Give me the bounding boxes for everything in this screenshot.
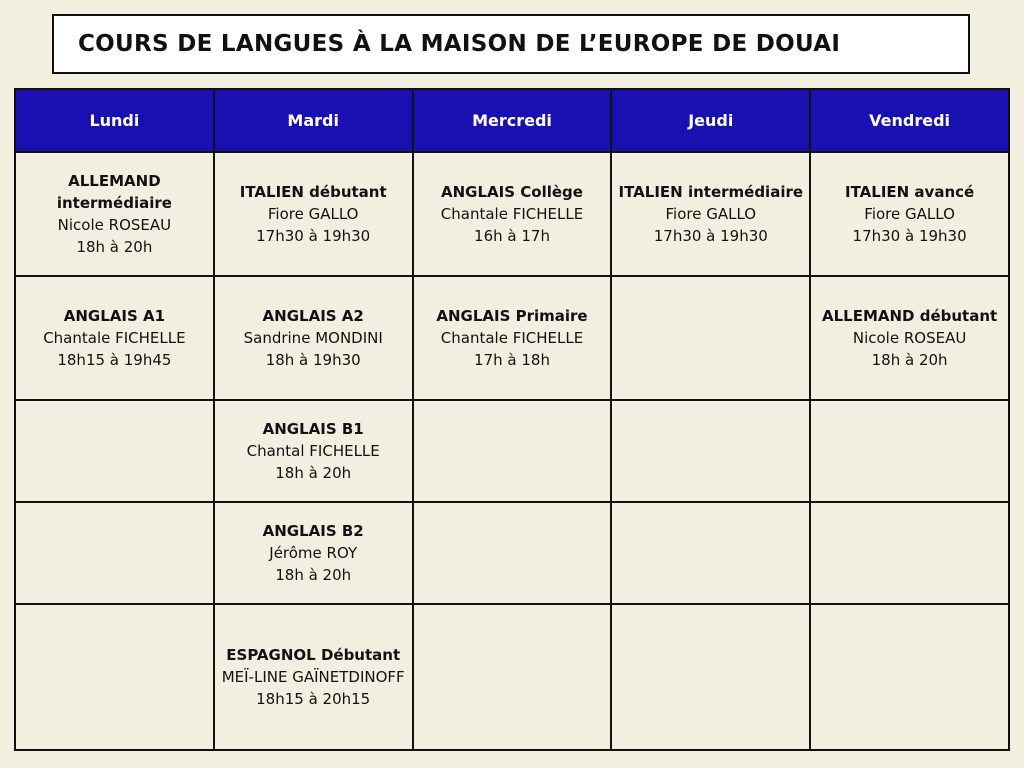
course-time: 17h à 18h: [474, 351, 550, 369]
teacher-name: Nicole ROSEAU: [852, 329, 967, 347]
course-name: ANGLAIS B2: [262, 522, 364, 540]
day-header-wednesday: Mercredi: [413, 89, 612, 152]
course-name: ITALIEN débutant: [239, 183, 387, 201]
course-name: ALLEMAND débutant: [821, 307, 998, 325]
table-row: [15, 400, 1009, 502]
teacher-name: Chantal FICHELLE: [246, 442, 380, 460]
teacher-name: Fiore GALLO: [665, 205, 757, 223]
course-name: ITALIEN intermédiaire: [618, 183, 804, 201]
header-row: [15, 89, 1009, 152]
empty-cell: [413, 400, 612, 502]
day-header-friday: Vendredi: [810, 89, 1009, 152]
day-header-tuesday: Mardi: [214, 89, 413, 152]
course-time: 18h à 19h30: [265, 351, 361, 369]
table-cell: [611, 152, 810, 276]
course-time: 18h15 à 19h45: [57, 351, 172, 369]
table-cell: [413, 276, 612, 400]
empty-cell: [413, 604, 612, 750]
day-header-thursday: Jeudi: [611, 89, 810, 152]
teacher-name: Jérôme ROY: [269, 544, 358, 562]
table-cell: [413, 152, 612, 276]
table-cell: [15, 276, 214, 400]
course-time: 18h à 20h: [275, 464, 352, 482]
course-time: 18h à 20h: [871, 351, 948, 369]
course-name: ESPAGNOL Débutant: [226, 646, 401, 664]
course-name: ANGLAIS A2: [262, 307, 364, 325]
teacher-name: Chantale FICHELLE: [440, 329, 584, 347]
table-cell: [214, 604, 413, 750]
course-time: 17h30 à 19h30: [256, 227, 371, 245]
empty-cell: [413, 502, 612, 604]
table-row: [15, 276, 1009, 400]
teacher-name: Nicole ROSEAU: [57, 216, 172, 234]
empty-cell: [15, 400, 214, 502]
course-name: ANGLAIS Collège: [441, 183, 583, 201]
course-time: 18h15 à 20h15: [256, 690, 371, 708]
teacher-name: Sandrine MONDINI: [243, 329, 383, 347]
schedule-table: [14, 88, 1010, 751]
table-cell: [810, 152, 1009, 276]
course-time: 18h à 20h: [76, 238, 153, 256]
day-header-monday: Lundi: [15, 89, 214, 152]
empty-cell: [611, 502, 810, 604]
course-name: ANGLAIS Primaire: [436, 307, 588, 325]
teacher-name: MEÏ-LINE GAÏNETDINOFF: [221, 668, 405, 686]
course-name: ANGLAIS A1: [63, 307, 166, 325]
empty-cell: [611, 604, 810, 750]
teacher-name: Fiore GALLO: [267, 205, 359, 223]
table-cell: [810, 276, 1009, 400]
empty-cell: [611, 276, 810, 400]
course-time: 18h à 20h: [275, 566, 352, 584]
teacher-name: Chantale FICHELLE: [440, 205, 584, 223]
course-time: 16h à 17h: [474, 227, 550, 245]
table-row: [15, 502, 1009, 604]
course-name: ANGLAIS B1: [262, 420, 364, 438]
empty-cell: [611, 400, 810, 502]
table-row: [15, 604, 1009, 750]
table-cell: [214, 400, 413, 502]
table-cell: [214, 502, 413, 604]
empty-cell: [810, 604, 1009, 750]
course-time: 17h30 à 19h30: [852, 227, 967, 245]
title-box: [52, 14, 970, 74]
empty-cell: [15, 604, 214, 750]
table-cell: [15, 152, 214, 276]
course-time: 17h30 à 19h30: [653, 227, 768, 245]
teacher-name: Chantale FICHELLE: [43, 329, 186, 347]
table-cell: [214, 276, 413, 400]
empty-cell: [810, 400, 1009, 502]
course-name: ALLEMAND intermédiaire: [56, 172, 172, 212]
empty-cell: [810, 502, 1009, 604]
page-title: COURS DE LANGUES À LA MAISON DE L’EUROPE DE DOUAI: [78, 31, 841, 57]
teacher-name: Fiore GALLO: [864, 205, 955, 223]
empty-cell: [15, 502, 214, 604]
table-cell: [214, 152, 413, 276]
course-name: ITALIEN avancé: [845, 183, 975, 201]
table-row: [15, 152, 1009, 276]
